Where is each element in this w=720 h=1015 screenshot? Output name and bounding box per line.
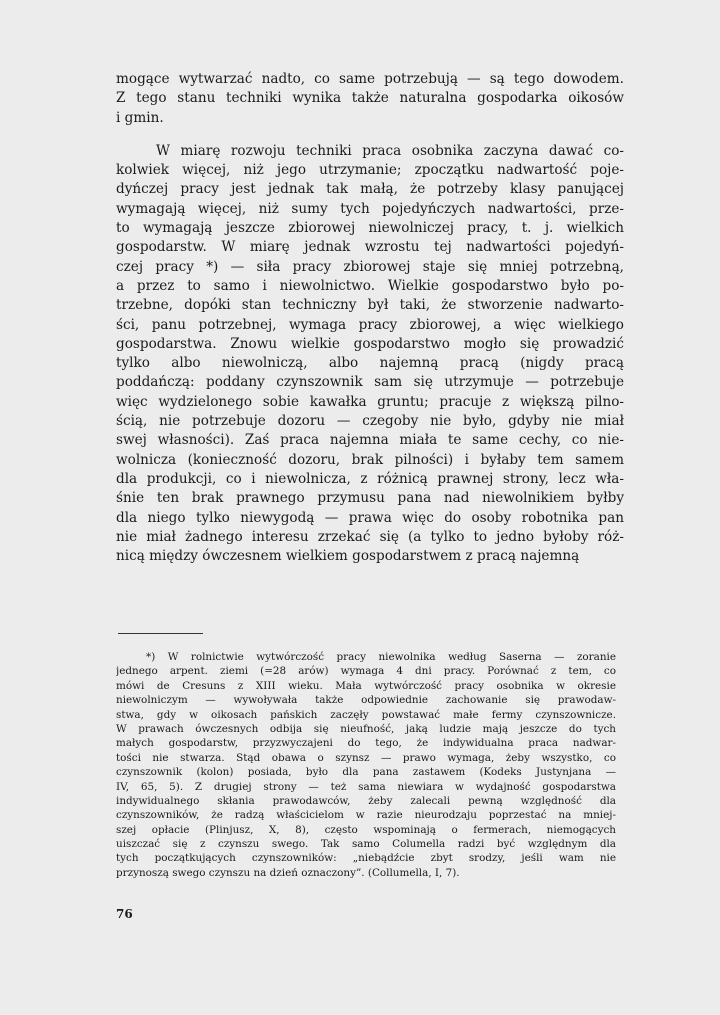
footnote-separator xyxy=(118,633,203,634)
main-text xyxy=(116,70,624,566)
text-line: W miarę rozwoju techniki praca osobnika zaczyna dawać co- xyxy=(156,142,624,159)
text-line: i gmin. xyxy=(116,109,164,126)
text-line: nicą między ówczesnem wielkiem gospodarstwem z pracą najemną xyxy=(116,548,580,565)
text-line: trzebne, dopóki stan techniczny był taki, że stworzenie nadwarto- xyxy=(116,297,624,314)
text-line: dla niego tylko niewygodą — prawa więc do osoby robotnika pan xyxy=(116,509,624,526)
footnote xyxy=(116,650,616,880)
footnote-line: tych początkujących czynszowników: „niebądźcie zbyt srodzy, jeśli wam nie xyxy=(116,852,616,865)
text-line: więc wydzielonego sobie kawałka gruntu; pracuje z większą pilno- xyxy=(116,393,624,410)
page-number: 76 xyxy=(116,907,133,921)
footnote-line: czynszownik (kolon) posiada, było dla pana zastawem (Kodeks Justynjana — xyxy=(116,766,616,779)
text-line: wymagają więcej, niż sumy tych pojedyńczych nadwartości, prze- xyxy=(116,200,624,217)
footnote-line: *) W rolnictwie wytwórczość pracy niewolnika według Saserna — zoranie xyxy=(146,651,616,663)
text-line: gospodarstwa. Znowu wielkie gospodarstwo mogło się prowadzić xyxy=(116,335,624,352)
text-line: mogące wytwarzać nadto, co same potrzebują — są tego dowodem. xyxy=(116,71,624,87)
text-line: kolwiek więcej, niż jego utrzymanie; zpoczątku nadwartość poje- xyxy=(116,162,624,179)
paragraph xyxy=(116,142,624,567)
footnote-line: czynszowników, że radzą właścicielom w razie nieurodzaju poprzestać na mniej- xyxy=(116,809,616,822)
footnote-line: mówi de Cresuns z XIII wieku. Mała wytwórczość pracy osobnika w okresie xyxy=(116,679,616,692)
text-line: Z tego stanu techniki wynika także naturalna gospodarka oikosów xyxy=(116,90,624,107)
footnote-line: przynoszą swego czynszu na dzień oznaczony”. (Collumella, I, 7). xyxy=(116,866,460,879)
paragraph-gap xyxy=(116,128,624,142)
text-line: swej własności). Zaś praca najemna miała te same cechy, co nie- xyxy=(116,432,624,449)
paragraph xyxy=(116,70,624,128)
text-line: nie miał żadnego interesu zrzekać się (a tylko to jedno byłoby róż- xyxy=(116,528,624,545)
footnote-line: indywidualnego skłania prawodawców, żeby zalecali pewną względność dla xyxy=(116,794,616,807)
text-line: a przez to samo i niewolnictwo. Wielkie gospodarstwo było po- xyxy=(116,277,624,294)
footnote-line: W prawach ówczesnych odbija się nieufność, jaką ludzie mają jeszcze do tych xyxy=(116,722,616,735)
text-line: czej pracy *) — siła pracy zbiorowej staje się mniej potrzebną, xyxy=(116,258,624,275)
text-line: ścią, nie potrzebuje dozoru — czegoby nie było, gdyby nie miał xyxy=(116,413,624,430)
footnote-line: uiszczać się z czynszu swego. Tak samo Columella radzi być względnym dla xyxy=(116,838,616,851)
footnote-line: jednego arpent. ziemi (=28 arów) wymaga 4 dni pracy. Porównać z tem, co xyxy=(116,665,616,678)
footnote-line: tości nie stwarza. Stąd obawa o szynsz — prawo wymaga, żeby wszystko, co xyxy=(116,751,616,764)
footnote-line: szej opłacie (Plinjusz, X, 8), często wspominają o fermerach, niemogących xyxy=(116,823,616,836)
text-line: dla produkcji, co i niewolnicza, z różnicą prawnej strony, lecz wła- xyxy=(116,470,624,487)
footnote-line: IV, 65, 5). Z drugiej strony — też sama niewiara w wydajność gospodarstwa xyxy=(116,780,616,793)
footnote-line: małych gospodarstw, przyzwyczajeni do tego, że indywidualna praca nadwar- xyxy=(116,737,616,750)
text-line: poddańczą: poddany czynszownik sam się utrzymuje — potrzebuje xyxy=(116,374,624,391)
text-line: tylko albo niewolniczą, albo najemną pracą (nigdy pracą xyxy=(116,355,624,372)
text-line: ści, panu potrzebnej, wymaga pracy zbiorowej, a więc wielkiego xyxy=(116,316,624,333)
footnote-line: niewolniczym — wywoływała także odpowiednie zachowanie się prawodaw- xyxy=(116,694,616,707)
text-line: śnie ten brak prawnego przymusu pana nad niewolnikiem byłby xyxy=(116,490,624,507)
text-line: wolnicza (konieczność dozoru, brak pilności) i byłaby tem samem xyxy=(116,451,624,468)
text-line: dyńczej pracy jest jednak tak małą, że potrzeby klasy panującej xyxy=(116,181,624,198)
text-line: to wymagają jeszcze zbiorowej niewolniczej pracy, t. j. wielkich xyxy=(116,220,624,237)
footnote-line: stwa, gdy w oikosach pańskich zaczęły powstawać małe fermy czynszownicze. xyxy=(116,708,616,721)
text-line: gospodarstw. W miarę jednak wzrostu tej nadwartości pojedyń- xyxy=(116,239,624,256)
